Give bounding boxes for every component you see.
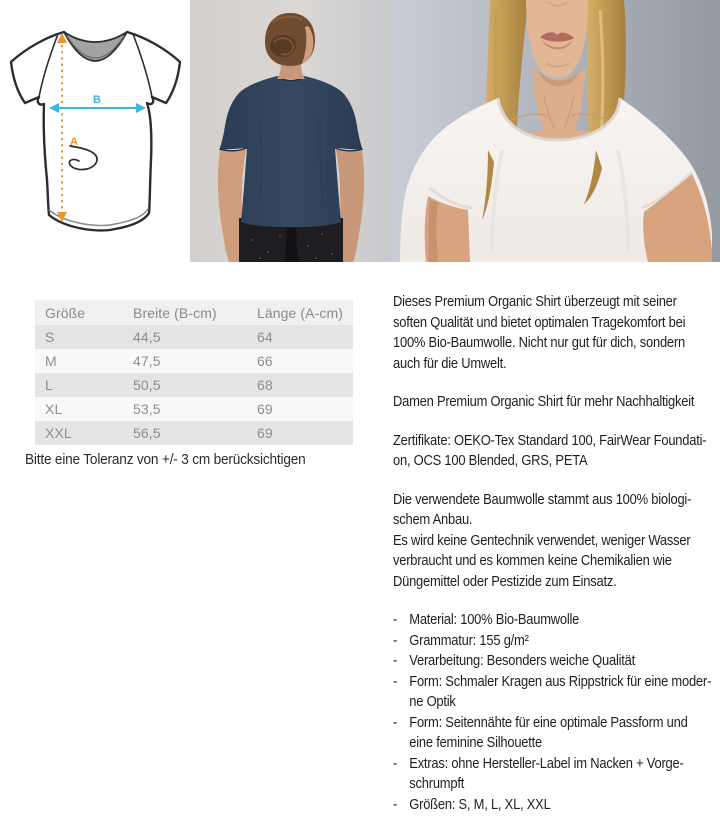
bullet-item-extras <box>393 754 720 795</box>
bullet-line: eine feminine Silhouette <box>409 735 542 751</box>
model-back-photo <box>190 0 392 262</box>
size-table <box>35 300 353 445</box>
width-cell: 44,5 <box>133 329 161 345</box>
size-cell: M <box>45 353 57 369</box>
description-paragraph-certificates <box>393 431 720 472</box>
description-line: Dieses Premium Organic Shirt überzeugt mit seiner <box>393 294 677 310</box>
size-row-xl <box>35 397 353 421</box>
description-line: Düngemittel oder Pestizide zum Einsatz. <box>393 573 617 590</box>
length-cell: 68 <box>257 377 273 393</box>
width-cell: 47,5 <box>133 353 161 369</box>
bullet-line: Verarbeitung: Besonders weiche Qualität <box>409 653 635 669</box>
length-label-a: A <box>70 136 78 148</box>
bullet-line: Form: Seitennähte für eine optimale Passform und <box>409 714 688 731</box>
bullet-dash: - <box>393 673 398 690</box>
size-row-l <box>35 373 353 397</box>
width-cell: 56,5 <box>133 425 161 441</box>
width-cell: 50,5 <box>133 377 161 393</box>
bullet-dash: - <box>393 612 398 628</box>
bullet-item-seams <box>393 713 720 754</box>
bullet-line: schrumpft <box>409 776 465 792</box>
tshirt-sketch-icon <box>0 0 190 262</box>
jeans-center-shadow <box>285 226 298 262</box>
bullet-item-grammage <box>393 631 720 652</box>
description-line: soften Qualität und bietet optimalen Tragekomfort bei <box>393 314 686 331</box>
model-front-photo <box>392 0 720 262</box>
description-line: schem Anbau. <box>393 512 473 528</box>
description-line: 100% Bio-Baumwolle. Nicht nur gut für dich, sondern <box>393 335 685 351</box>
bullet-dash: - <box>393 632 398 649</box>
size-cell: XXL <box>45 425 72 441</box>
product-description <box>393 292 720 815</box>
size-cell: L <box>45 377 53 393</box>
description-paragraph-intro <box>393 292 720 374</box>
length-cell: 66 <box>257 353 273 369</box>
length-cell: 64 <box>257 329 273 345</box>
size-row-s <box>35 325 353 349</box>
width-cell: 53,5 <box>133 401 161 417</box>
description-line: Die verwendete Baumwolle stammt aus 100% biologi- <box>393 491 692 508</box>
bullet-dash: - <box>393 755 398 772</box>
description-line: Es wird keine Gentechnik verwendet, weniger Wasser <box>393 532 691 549</box>
tshirt-measurement-diagram <box>0 0 190 262</box>
bullet-line: ne Optik <box>409 694 456 710</box>
width-label-b: B <box>93 94 101 106</box>
size-table-header-row <box>35 300 353 325</box>
length-cell: 69 <box>257 425 273 441</box>
description-line: Zertifikate: OEKO-Tex Standard 100, FairWear Foundati- <box>393 432 707 449</box>
bullet-line: Extras: ohne Hersteller-Label im Nacken + Vorge- <box>409 755 684 772</box>
bullet-line: Grammatur: 155 g/m² <box>409 632 529 649</box>
bullet-item-processing <box>393 651 720 672</box>
bullet-item-collar <box>393 672 720 713</box>
bullet-item-sizes <box>393 795 720 816</box>
description-bullet-list <box>393 610 720 815</box>
tolerance-note: Bitte eine Toleranz von +/- 3 cm berücksichtigen <box>25 452 306 468</box>
bullet-line: Größen: S, M, L, XL, XXL <box>409 796 551 813</box>
description-line: auch für die Umwelt. <box>393 355 507 372</box>
header-cell-length: Länge (A-cm) <box>257 304 344 321</box>
description-line: verbraucht und es kommen keine Chemikalien wie <box>393 553 672 569</box>
size-row-xxl <box>35 421 353 445</box>
bullet-item-material <box>393 610 720 631</box>
description-paragraph-sustainability <box>393 392 720 413</box>
description-paragraph-cotton <box>393 490 720 593</box>
size-cell: S <box>45 329 55 345</box>
size-cell: XL <box>45 401 63 417</box>
bullet-line: Material: 100% Bio-Baumwolle <box>409 612 580 628</box>
header-cell-width: Breite (B-cm) <box>133 304 217 321</box>
header-cell-size: Größe <box>45 304 86 321</box>
description-line: on, OCS 100 Blended, GRS, PETA <box>393 453 588 469</box>
size-row-m <box>35 349 353 373</box>
product-gallery <box>0 0 720 262</box>
bullet-dash: - <box>393 653 398 669</box>
bullet-dash: - <box>393 714 398 731</box>
bullet-dash: - <box>393 796 398 813</box>
bullet-line: Form: Schmaler Kragen aus Rippstrick für eine moder- <box>409 673 712 690</box>
description-line: Damen Premium Organic Shirt für mehr Nachhaltigkeit <box>393 394 695 410</box>
length-cell: 69 <box>257 401 273 417</box>
